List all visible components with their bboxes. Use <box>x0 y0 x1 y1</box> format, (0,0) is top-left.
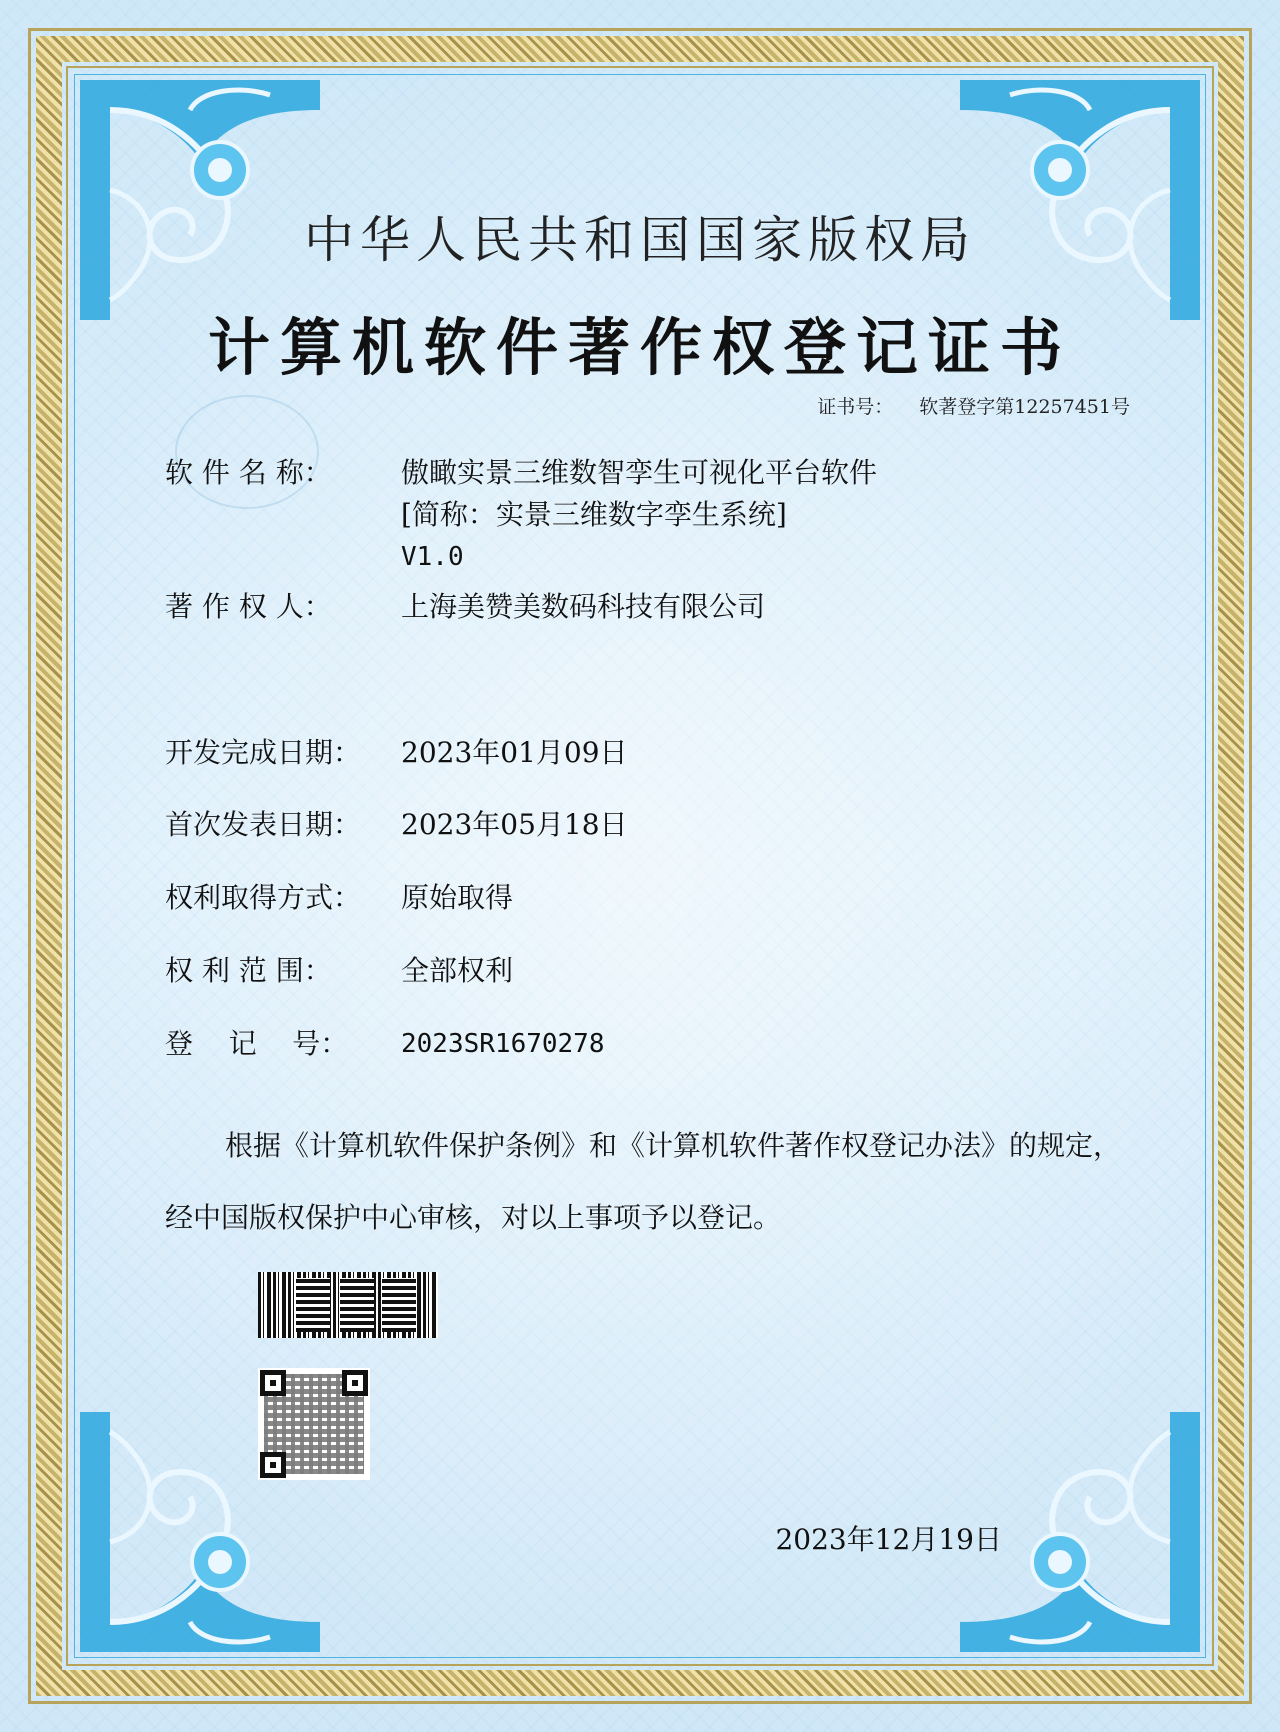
issuer-title: 中华人民共和国国家版权局 <box>304 211 976 269</box>
field-label: 著 作 权 人： <box>165 590 332 623</box>
document-title: 计算机软件著作权登记证书 <box>207 311 1072 384</box>
software-version-line: V1.0 <box>401 542 464 572</box>
field-value: 原始取得 <box>401 881 514 914</box>
certificate-number <box>817 392 1130 419</box>
field-label: 首次发表日期： <box>165 808 362 841</box>
barcode-block <box>296 1278 330 1332</box>
field-label: 权利取得方式： <box>165 881 362 914</box>
barcode-block <box>382 1278 416 1332</box>
field-label: 登 记 号： <box>165 1027 349 1060</box>
certificate-number-label: 证书号： <box>817 396 894 418</box>
field-value: 全部权利 <box>401 954 514 987</box>
field-label: 权 利 范 围： <box>165 954 332 987</box>
field-label: 软 件 名 称： <box>165 456 332 489</box>
qr-code-icon <box>258 1368 370 1480</box>
field-value: 2023年05月18日 <box>401 808 628 841</box>
software-short-name-line: [简称：实景三维数字孪生系统] <box>401 498 787 531</box>
barcode-block <box>340 1278 374 1332</box>
field-value: 上海美赞美数码科技有限公司 <box>401 590 766 623</box>
barcode-icon <box>258 1272 438 1338</box>
registration-statement: 根据《计算机软件保护条例》和《计算机软件著作权登记办法》的规定，经中国版权保护中心审核，对以上事项予以登记。 <box>165 1129 1122 1234</box>
qr-finder-pattern <box>260 1452 286 1478</box>
field-label: 开发完成日期： <box>165 736 362 769</box>
field-value: 2023SR1670278 <box>401 1029 605 1059</box>
qr-finder-pattern <box>260 1370 286 1396</box>
field-value: 2023年01月09日 <box>401 736 628 769</box>
qr-finder-pattern <box>342 1370 368 1396</box>
field-value <box>401 452 1161 578</box>
software-name-line: 傲瞰实景三维数智孪生可视化平台软件 <box>401 456 878 489</box>
certificate-number-value: 软著登字第12257451号 <box>919 396 1130 418</box>
issue-date: 2023年12月19日 <box>775 1523 1002 1556</box>
